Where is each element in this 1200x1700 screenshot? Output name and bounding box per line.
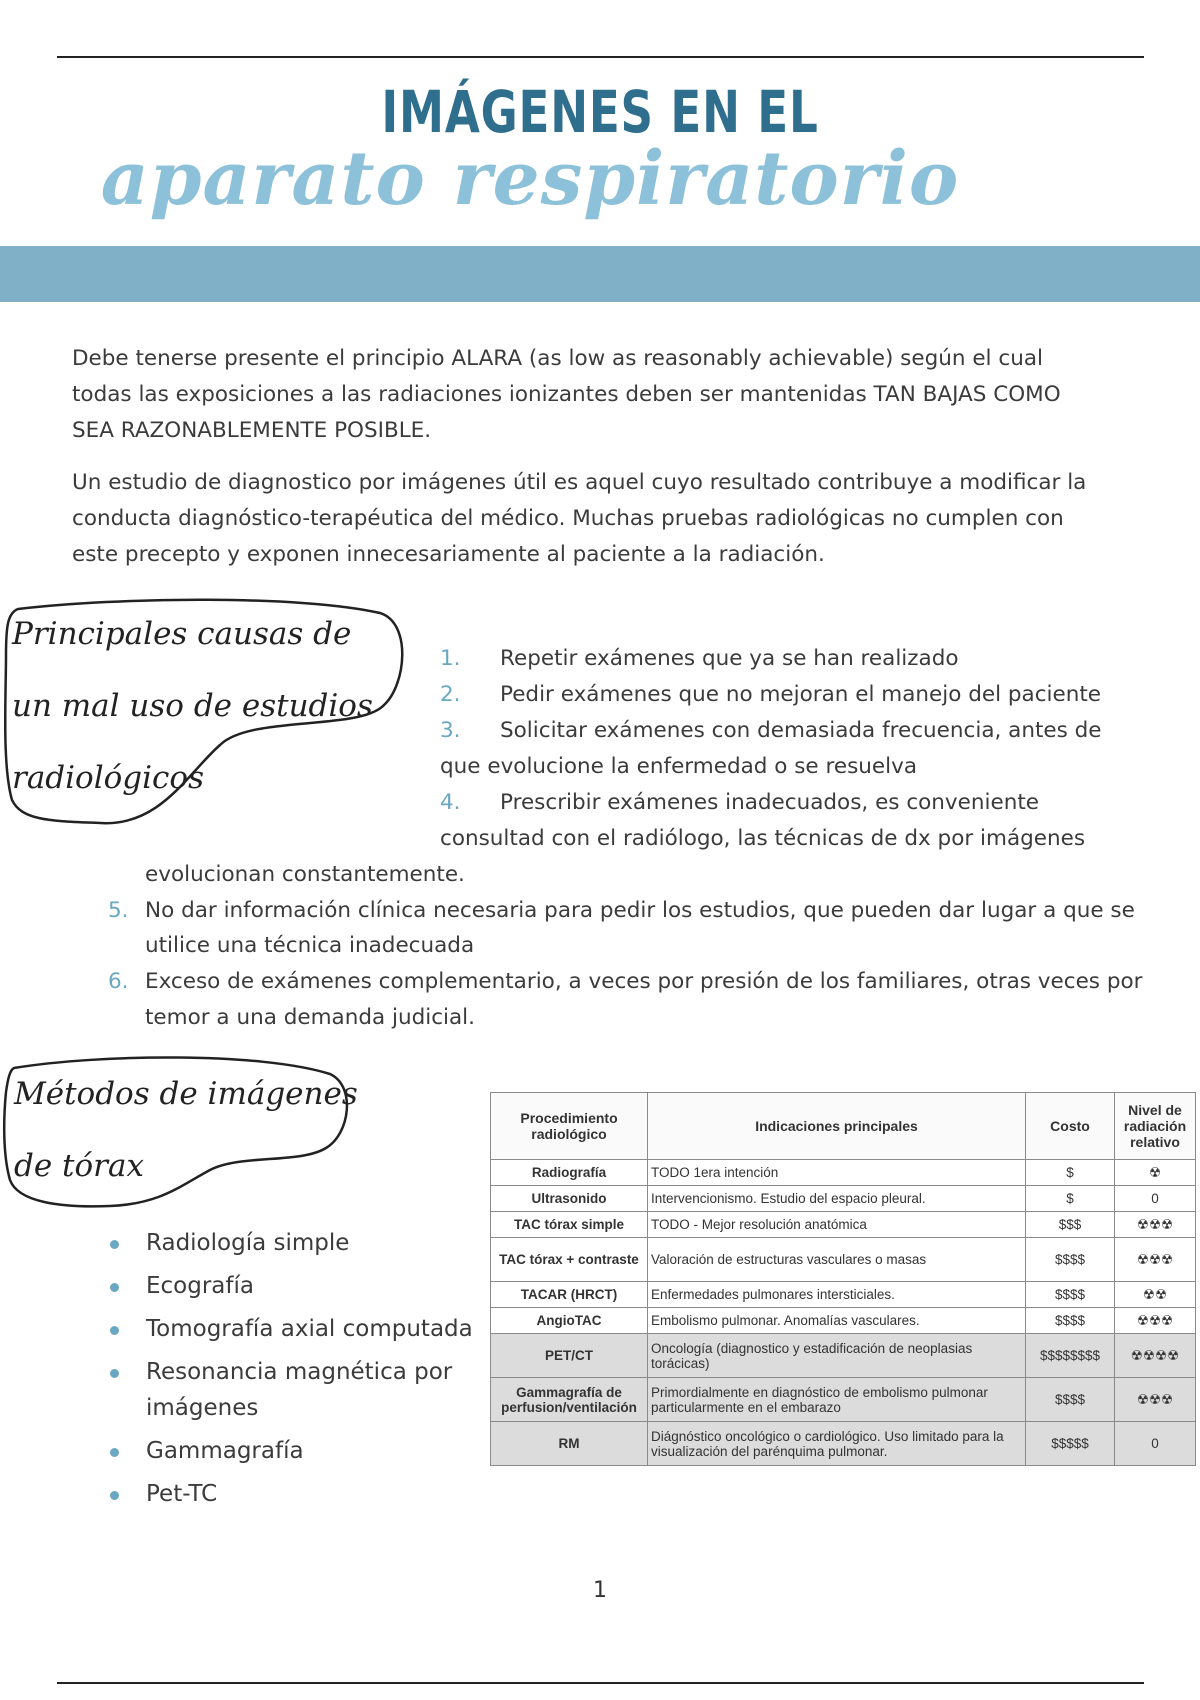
cell-radiation: ☢☢ [1115,1282,1196,1308]
method-item: Gammagrafía [108,1433,473,1469]
method-item: Ecografía [108,1268,473,1304]
cell-indication: TODO - Mejor resolución anatómica [648,1212,1026,1238]
cell-cost: $$$$ [1026,1238,1115,1282]
cell-procedure: TACAR (HRCT) [491,1282,648,1308]
cell-radiation: ☢ [1115,1160,1196,1186]
cause-item-1 [440,641,959,677]
cell-radiation: ☢☢☢ [1115,1378,1196,1422]
cause-item-4-cont: consultad con el radiólogo, las técnicas de dx por imágenes [440,826,1086,851]
cell-procedure: TAC tórax + contraste [491,1238,648,1282]
method-item: Tomografía axial computada [108,1311,473,1347]
intro-paragraph-2: Un estudio de diagnostico por imágenes útil es aquel cuyo resultado contribuye a modificar la conducta diagnóstico-terapéutica del médico. Muchas pruebas radiológicas no cumplen con este precepto y exponen innecesariamente al paciente a la radiación. [72,470,1087,567]
table-row [491,1378,1196,1422]
cause-text-5: No dar información clínica necesaria para pedir los estudios, que pueden dar lugar a que se [145,898,1135,923]
cause-item-4-cont2: evolucionan constantemente. [145,862,465,887]
header-radiation: Nivel de radiación relativo [1115,1093,1196,1160]
cell-procedure: Ultrasonido [491,1186,648,1212]
title-line-1: IMÁGENES EN EL [381,78,819,146]
cell-radiation: ☢☢☢ [1115,1238,1196,1282]
cell-radiation: ☢☢☢ [1115,1212,1196,1238]
methods-callout-line-2: de tórax [14,1148,144,1184]
cause-item-6 [108,964,1142,1000]
cause-text-2: Pedir exámenes que no mejoran el manejo del paciente [500,682,1102,707]
cause-number-1: 1. [440,646,461,671]
cell-indication: Diágnóstico oncológico o cardiológico. Uso limitado para la visualización del parénquima pulmonar. [648,1422,1026,1466]
cause-text-6: Exceso de exámenes complementario, a veces por presión de los familiares, otras veces por [145,969,1143,994]
cell-radiation: ☢☢☢☢ [1115,1334,1196,1378]
cell-radiation: ☢☢☢ [1115,1308,1196,1334]
header-cost: Costo [1026,1093,1115,1160]
method-item: Pet-TC [108,1476,473,1512]
cell-procedure: RM [491,1422,648,1466]
cause-item-3 [440,713,1102,749]
method-item [108,1354,473,1390]
table-row [491,1212,1196,1238]
cell-cost: $$$$ [1026,1378,1115,1422]
cause-text-3: Solicitar exámenes con demasiada frecuencia, antes de [500,718,1102,743]
table-row [491,1308,1196,1334]
table-row [491,1238,1196,1282]
cause-number-4: 4. [440,790,461,815]
cell-cost: $ [1026,1160,1115,1186]
causes-callout-line-1: Principales causas de [12,616,352,652]
cause-item-6-cont: temor a una demanda judicial. [145,1005,475,1030]
cause-item-3-cont: que evolucione la enfermedad o se resuelva [440,754,918,779]
cell-cost: $$$$ [1026,1308,1115,1334]
header-band [0,246,1200,302]
cell-procedure: AngioTAC [491,1308,648,1334]
table-row [491,1186,1196,1212]
causes-callout-line-3: radiológicos [12,760,204,796]
causes-callout-line-2: un mal uso de estudios [12,688,373,724]
cell-indication: Valoración de estructuras vasculares o masas [648,1238,1026,1282]
methods-list [108,1225,473,1519]
title-line-2: aparato respiratorio [100,136,960,222]
header-procedure: Procedimiento radiológico [491,1093,648,1160]
page-number: 1 [593,1578,607,1603]
cause-text-1: Repetir exámenes que ya se han realizado [500,646,959,671]
cell-radiation: 0 [1115,1422,1196,1466]
cause-number-5: 5. [108,898,129,923]
table-row [491,1160,1196,1186]
bottom-rule [57,1682,1144,1684]
cause-item-4 [440,785,1039,821]
cell-indication: Intervencionismo. Estudio del espacio pleural. [648,1186,1026,1212]
procedures-table [490,1092,1196,1466]
cell-indication: TODO 1era intención [648,1160,1026,1186]
method-item-cont: imágenes [146,1395,259,1421]
cause-text-4: Prescribir exámenes inadecuados, es conveniente [500,790,1039,815]
cell-cost: $$$$$ [1026,1422,1115,1466]
top-rule [57,56,1144,58]
cell-cost: $$$$ [1026,1282,1115,1308]
cell-cost: $ [1026,1186,1115,1212]
table-header-row [491,1093,1196,1160]
cell-indication: Oncología (diagnostico y estadificación de neoplasias torácicas) [648,1334,1026,1378]
cell-cost: $$$ [1026,1212,1115,1238]
cell-indication: Embolismo pulmonar. Anomalías vasculares. [648,1308,1026,1334]
methods-callout-line-1: Métodos de imágenes [14,1076,358,1112]
cause-number-2: 2. [440,682,461,707]
cause-item-2 [440,677,1101,713]
cell-cost: $$$$$$$$ [1026,1334,1115,1378]
header-indications: Indicaciones principales [648,1093,1026,1160]
cell-procedure: Gammagrafía de perfusion/ventilación [491,1378,648,1422]
cell-indication: Primordialmente en diagnóstico de embolismo pulmonar particularmente en el embarazo [648,1378,1026,1422]
cause-number-6: 6. [108,969,129,994]
causes-callout-text [12,598,373,814]
cell-procedure: Radiografía [491,1160,648,1186]
intro-paragraph-1: Debe tenerse presente el principio ALARA (as low as reasonably achievable) según el cual todas las exposiciones a las radiaciones ionizantes deben ser mantenidas TAN BAJAS COMO SEA RAZONABLEMENTE POSIBLE. [72,346,1061,443]
table-row [491,1282,1196,1308]
cause-number-3: 3. [440,718,461,743]
method-item-text: Resonancia magnética por [146,1359,453,1385]
table-row [491,1422,1196,1466]
method-item: Radiología simple [108,1225,473,1261]
table-row [491,1334,1196,1378]
cell-radiation: 0 [1115,1186,1196,1212]
cell-procedure: TAC tórax simple [491,1212,648,1238]
cause-item-5-cont: utilice una técnica inadecuada [145,933,475,958]
cause-item-5 [108,893,1135,929]
cell-indication: Enfermedades pulmonares intersticiales. [648,1282,1026,1308]
cell-procedure: PET/CT [491,1334,648,1378]
methods-callout-text [14,1058,358,1202]
